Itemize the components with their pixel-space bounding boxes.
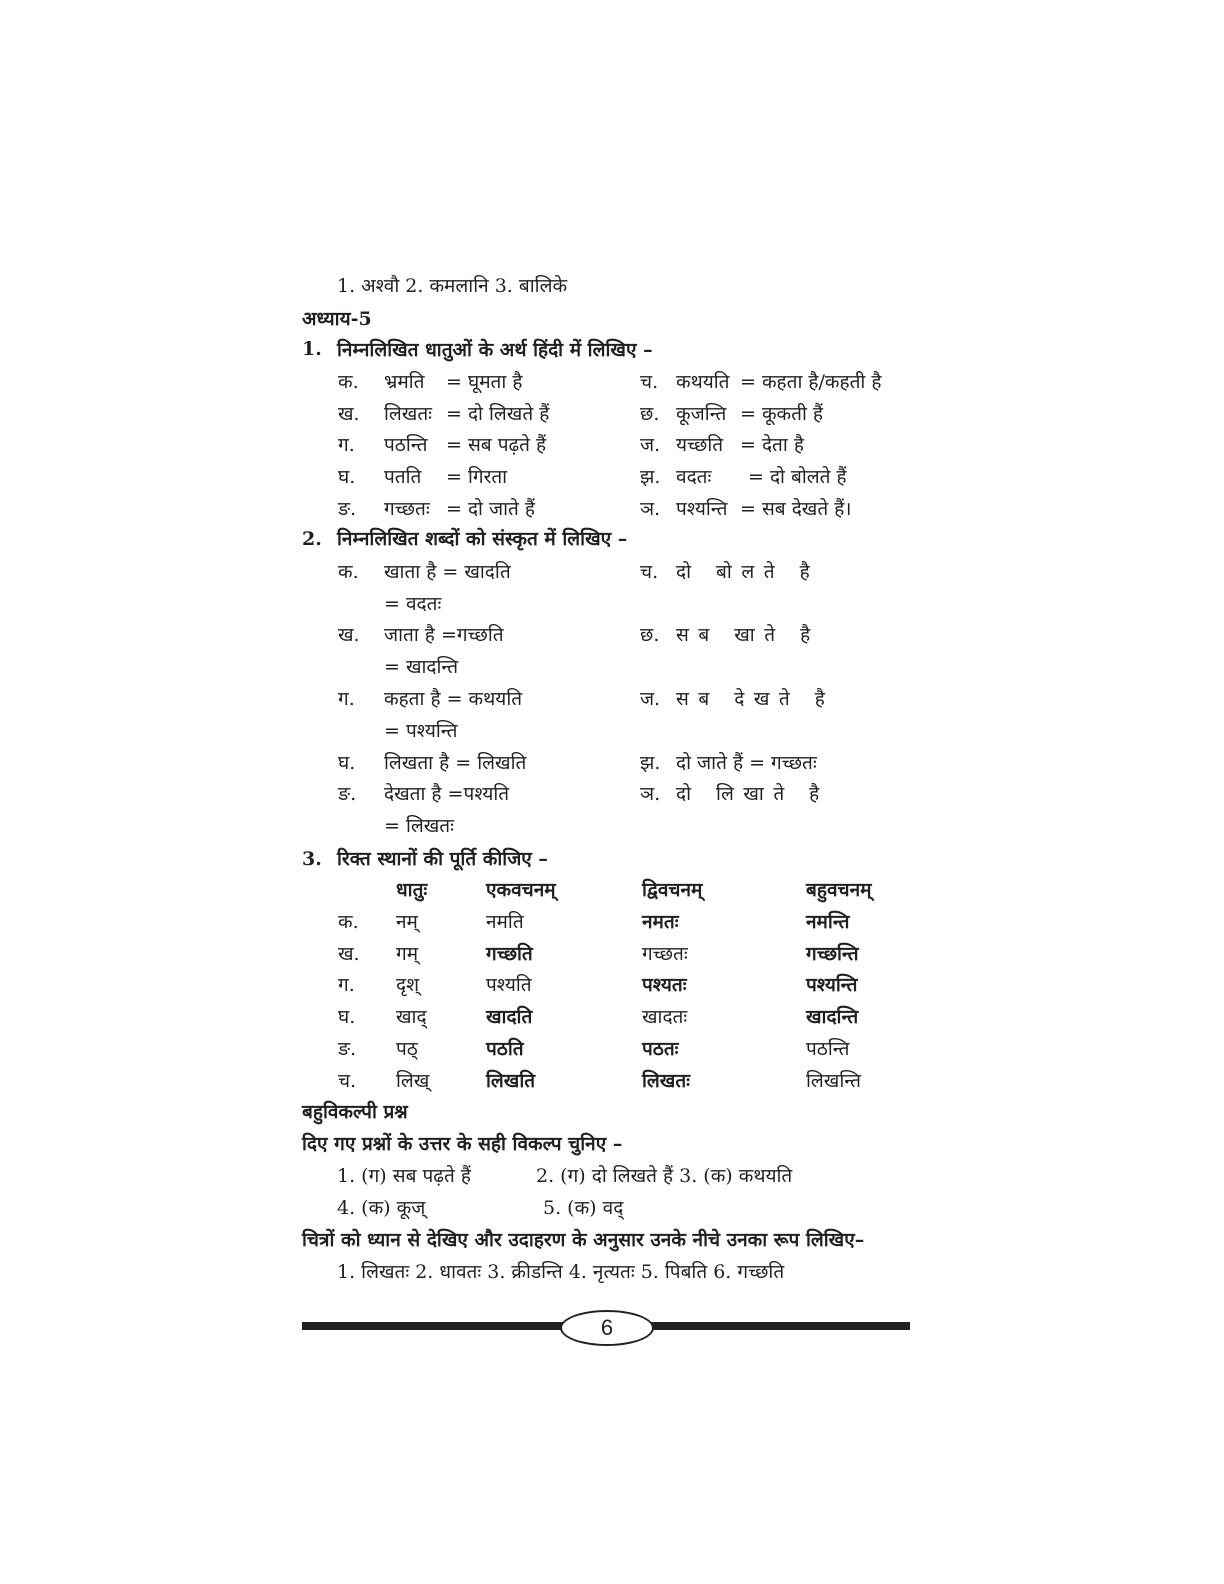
item-key: ख. [338, 624, 360, 646]
table-cell: पश्यतः [642, 974, 687, 996]
item-key: झ. [640, 752, 661, 774]
table-cell: नमतः [642, 911, 679, 933]
q1-number: 1. [302, 338, 322, 360]
item-key: ङ. [338, 498, 357, 520]
table-cell: गच्छति [486, 943, 533, 965]
item-key: क. [338, 371, 359, 393]
table-cell: पश्यन्ति [806, 974, 858, 996]
table-cell: लिखन्ति [806, 1070, 861, 1092]
sanskrit-word: पठन्ति [384, 434, 428, 456]
table-cell: खादति [486, 1006, 533, 1028]
mcq-heading: बहुविकल्पी प्रश्न [302, 1101, 408, 1123]
table-cell: लिखति [486, 1070, 536, 1092]
hindi-phrase: सब खाते है [676, 624, 820, 646]
row-key: ग. [338, 974, 355, 996]
hindi-meaning: = दो लिखते हैं [446, 403, 550, 425]
item-key: ङ. [338, 783, 357, 805]
hindi-meaning: = दो बोलते हैं [748, 466, 847, 488]
hindi-meaning: = कहता है/कहती है [740, 371, 882, 393]
sanskrit-word: पतति [384, 466, 422, 488]
item-key: ग. [338, 434, 355, 456]
item-key: ख. [338, 403, 360, 425]
item-key: छ. [640, 403, 660, 425]
column-header: बहुवचनम् [806, 879, 872, 901]
q2-number: 2. [302, 528, 322, 550]
table-cell: दृश् [396, 974, 420, 996]
hindi-phrase: जाता है =गच्छति [384, 624, 504, 646]
item-key: छ. [640, 624, 660, 646]
sanskrit-word: कूजन्ति [676, 403, 727, 425]
item-key: घ. [338, 466, 356, 488]
mcq-instruction: दिए गए प्रश्नों के उत्तर के सही विकल्प चुनिए – [302, 1133, 623, 1155]
item-key: ग. [338, 688, 355, 710]
table-cell: नमन्ति [806, 911, 850, 933]
hindi-phrase: कहता है = कथयति [384, 688, 523, 710]
table-cell: पश्यति [486, 974, 532, 996]
hindi-meaning: = घूमता है [446, 371, 523, 393]
hindi-phrase: दो जाते हैं = गच्छतः [676, 752, 817, 774]
mcq-answer-2-3: 2. (ग) दो लिखते हैं 3. (क) कथयति [536, 1165, 793, 1187]
hindi-meaning: = सब पढ़ते हैं [446, 434, 547, 456]
table-cell: गच्छतः [642, 943, 688, 965]
sanskrit-answer: = लिखतः [384, 815, 454, 837]
pictures-answers: 1. लिखतः 2. धावतः 3. क्रीडन्ति 4. नृत्यतः 5. पिबति 6. गच्छति [337, 1261, 785, 1283]
item-key: ज. [640, 688, 661, 710]
table-cell: पठतः [642, 1038, 679, 1060]
column-header: धातुः [396, 879, 428, 901]
row-key: ङ. [338, 1038, 357, 1060]
q2-title: निम्नलिखित शब्दों को संस्कृत में लिखिए – [337, 528, 628, 550]
hindi-phrase: खाता है = खादति [384, 561, 511, 583]
footer-rule-left [302, 1322, 564, 1330]
hindi-meaning: = दो जाते हैं [446, 498, 535, 520]
chapter-heading: अध्याय-5 [302, 308, 372, 330]
table-cell: पठति [486, 1038, 524, 1060]
hindi-meaning: = कूकती हैं [740, 403, 824, 425]
row-key: घ. [338, 1006, 356, 1028]
item-key: ज. [640, 434, 661, 456]
sanskrit-word: वदतः [676, 466, 712, 488]
q3-number: 3. [302, 848, 322, 870]
item-key: क. [338, 561, 359, 583]
pictures-instruction: चित्रों को ध्यान से देखिए और उदाहरण के अनुसार उनके नीचे उनका रूप लिखिए– [302, 1229, 865, 1251]
hindi-phrase: लिखता है = लिखति [384, 752, 527, 774]
table-cell: खाद् [396, 1006, 427, 1028]
sanskrit-word: गच्छतः [384, 498, 430, 520]
item-key: झ. [640, 466, 661, 488]
column-header: एकवचनम् [486, 879, 556, 901]
table-cell: पठ् [396, 1038, 418, 1060]
hindi-phrase: दो बोलते है [676, 561, 820, 583]
row-key: क. [338, 911, 359, 933]
table-cell: लिख् [396, 1070, 430, 1092]
row-key: ख. [338, 943, 360, 965]
q3-title: रिक्त स्थानों की पूर्ति कीजिए – [337, 848, 548, 870]
intro-answers: 1. अश्वौ 2. कमलानि 3. बालिके [337, 275, 568, 297]
hindi-phrase: देखता है =पश्यति [384, 783, 510, 805]
item-key: घ. [338, 752, 356, 774]
table-cell: खादन्ति [806, 1006, 859, 1028]
table-cell: नमति [486, 911, 524, 933]
table-cell: गम् [396, 943, 419, 965]
footer-rule-right [646, 1322, 910, 1330]
table-cell: पठन्ति [806, 1038, 850, 1060]
item-key: च. [640, 371, 659, 393]
sanskrit-word: भ्रमति [384, 371, 425, 393]
sanskrit-word: पश्यन्ति [676, 498, 728, 520]
hindi-meaning: = गिरता [446, 466, 508, 488]
mcq-answer-4: 4. (क) कूज् [337, 1197, 426, 1219]
sanskrit-word: लिखतः [384, 403, 433, 425]
table-cell: खादतः [642, 1006, 688, 1028]
sanskrit-word: कथयति [676, 371, 730, 393]
sanskrit-answer: = वदतः [384, 593, 442, 615]
hindi-phrase: दो लिखाते है [676, 783, 829, 805]
sanskrit-answer: = खादन्ति [384, 656, 459, 678]
column-header: द्विवचनम् [642, 879, 703, 901]
item-key: ञ. [640, 783, 661, 805]
sanskrit-word: यच्छति [676, 434, 724, 456]
row-key: च. [338, 1070, 357, 1092]
q1-title: निम्नलिखित धातुओं के अर्थ हिंदी में लिखिए – [337, 339, 653, 361]
hindi-phrase: सब देखते है [676, 688, 835, 710]
page-number: 6 [560, 1310, 654, 1346]
table-cell: लिखतः [642, 1070, 691, 1092]
table-cell: नम् [396, 911, 418, 933]
item-key: ञ. [640, 498, 661, 520]
mcq-answer-1: 1. (ग) सब पढ़ते हैं [337, 1165, 471, 1187]
item-key: च. [640, 561, 659, 583]
hindi-meaning: = सब देखते हैं। [740, 498, 852, 520]
sanskrit-answer: = पश्यन्ति [384, 720, 458, 742]
hindi-meaning: = देता है [740, 434, 804, 456]
mcq-answer-5: 5. (क) वद् [543, 1197, 624, 1219]
table-cell: गच्छन्ति [806, 943, 859, 965]
